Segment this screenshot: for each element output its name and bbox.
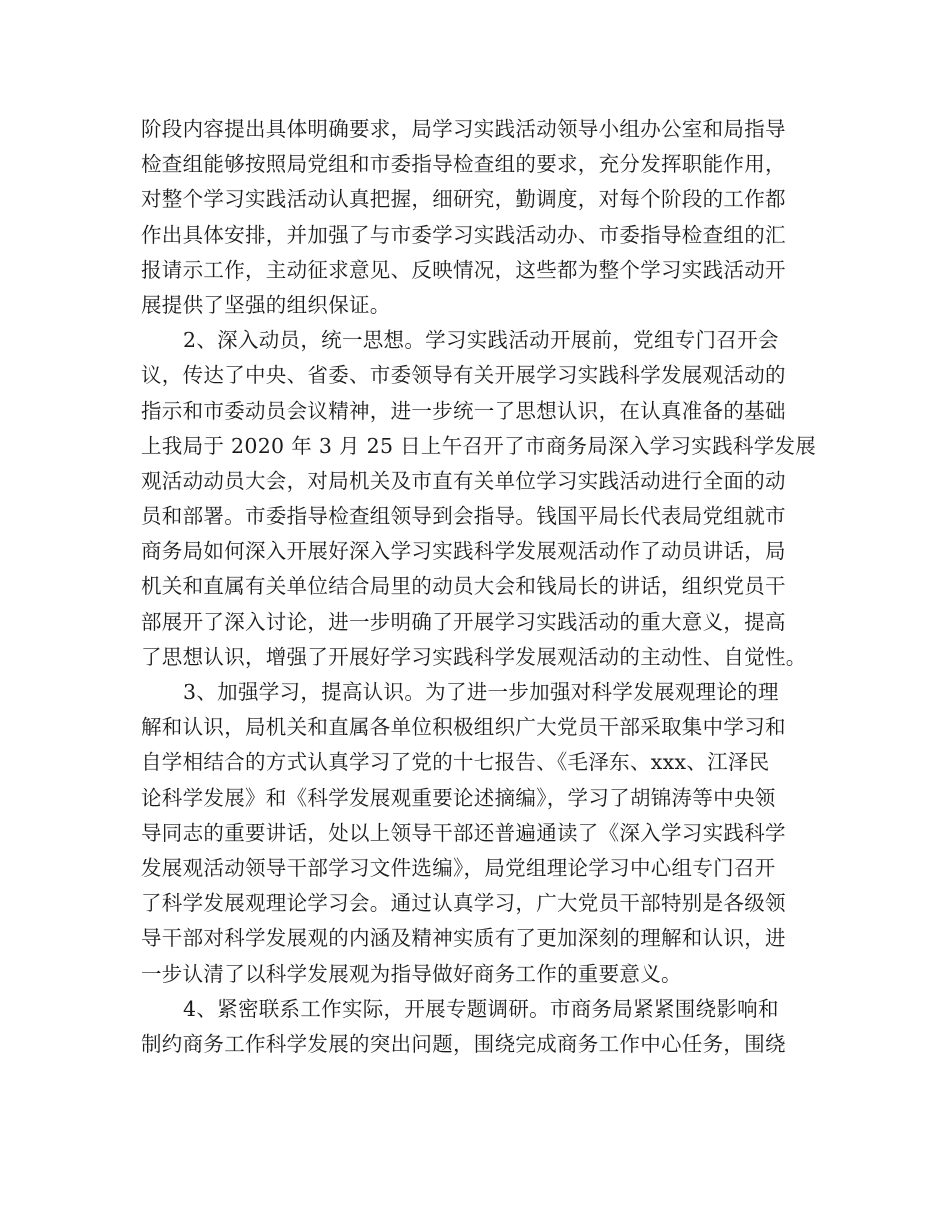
text-line: 对整个学习实践活动认真把握，细研究，勤调度，对每个阶段的工作都 [141,187,786,212]
text-line: 展提供了坚强的组织保证。 [141,292,391,317]
text-line: 制约商务工作科学发展的突出问题，围绕完成商务工作中心任务，围绕 [141,1031,786,1056]
document-body [141,112,831,1062]
paragraph-first-line: 2、深入动员，统一思想。学习实践活动开展前，党组专门召开会 [183,328,779,353]
text-line: 了科学发展观理论学习会。通过认真学习，广大党员干部特别是各级领 [141,891,786,916]
paragraph-first-line: 4、紧密联系工作实际，开展专题调研。市商务局紧紧围绕影响和 [183,996,779,1021]
text-line: 阶段内容提出具体明确要求，局学习实践活动领导小组办公室和局指导 [141,117,786,141]
text-line: 自学相结合的方式认真学习了党的十七报告、《毛泽东、xxx、江泽民 [141,750,770,775]
text-line: 作出具体安排，并加强了与市委学习实践活动办、市委指导检查组的汇 [141,222,786,247]
text-line: 论科学发展》和《科学发展观重要论述摘编》，学习了胡锦涛等中央领 [141,785,776,810]
text-line: 商务局如何深入开展好深入学习实践科学发展观活动作了动员讲话，局 [141,539,786,564]
text-line: 报请示工作，主动征求意见、反映情况，这些都为整个学习实践活动开 [141,257,786,282]
text-line: 发展观活动领导干部学习文件选编》，局党组理论学习中心组专门召开 [141,855,776,880]
text-line: 上我局于 2020 年 3 月 25 日上午召开了市商务局深入学习实践科学发展 [141,433,817,458]
text-line: 指示和市委动员会议精神，进一步统一了思想认识，在认真准备的基础 [141,398,786,423]
text-line: 员和部署。市委指导检查组领导到会指导。钱国平局长代表局党组就市 [141,504,786,529]
text-line: 部展开了深入讨论，进一步明确了开展学习实践活动的重大意义，提高 [141,609,786,634]
text-line: 检查组能够按照局党组和市委指导检查组的要求，充分发挥职能作用， [141,152,786,177]
text-line: 一步认清了以科学发展观为指导做好商务工作的重要意义。 [141,961,682,986]
text-line: 了思想认识，增强了开展好学习实践科学发展观活动的主动性、自觉性。 [141,644,807,669]
text-line: 机关和直属有关单位结合局里的动员大会和钱局长的讲话，组织党员干 [141,574,786,599]
text-line: 解和认识，局机关和直属各单位积极组织广大党员干部采取集中学习和 [141,715,786,740]
text-line: 导干部对科学发展观的内涵及精神实质有了更加深刻的理解和认识，进 [141,926,786,951]
text-line: 观活动动员大会，对局机关及市直有关单位学习实践活动进行全面的动 [141,468,786,493]
text-line: 议，传达了中央、省委、市委领导有关开展学习实践科学发展观活动的 [141,363,786,388]
paragraph-first-line: 3、加强学习，提高认识。为了进一步加强对科学发展观理论的理 [183,680,779,704]
text-line: 导同志的重要讲话，处以上领导干部还普遍通读了《深入学习实践科学 [141,820,786,845]
